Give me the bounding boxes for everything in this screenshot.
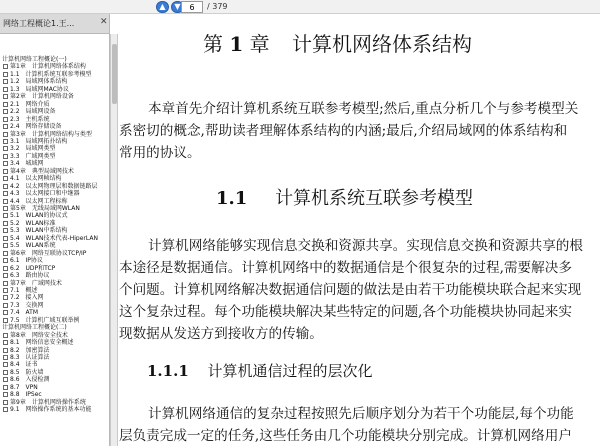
section-line: 现数据从发送方到接收方的传输。 <box>119 326 323 342</box>
bookmark-icon[interactable] <box>3 228 8 233</box>
outline-item[interactable] <box>3 235 98 242</box>
outline-item-label: 第1章 计算机网络体系结构 <box>10 63 86 71</box>
outline-item-label: 第4章 典型局域网技术 <box>10 167 74 175</box>
outline-item-label: 3.2 局域网类型 <box>10 145 56 153</box>
outline-item[interactable] <box>3 354 50 361</box>
outline-item[interactable] <box>3 280 62 287</box>
outline-item-label: 第2章 计算机网络设备 <box>10 93 74 101</box>
subsection-number: 1.1.1 <box>147 362 189 380</box>
outline-item-label: 第8章 网络安全技术 <box>10 331 68 339</box>
bookmark-icon[interactable] <box>3 102 8 107</box>
outline-item-label: 第5章 无线局域网WLAN <box>10 205 80 212</box>
outline-item[interactable] <box>3 93 74 100</box>
outline-item-label: 6.3 路由协议 <box>10 272 50 280</box>
bookmark-icon[interactable] <box>3 154 8 159</box>
bookmark-icon[interactable] <box>3 236 8 241</box>
outline-item[interactable] <box>3 116 50 123</box>
subsection-title: 计算机通信过程的层次化 <box>207 362 373 380</box>
expand-icon[interactable] <box>3 64 8 69</box>
outline-item[interactable] <box>3 399 86 406</box>
bookmark-icon[interactable] <box>3 370 8 375</box>
outline-item[interactable] <box>3 175 62 182</box>
bookmark-icon[interactable] <box>3 87 8 92</box>
chapter-prefix: 第 <box>203 32 223 56</box>
bookmark-icon[interactable] <box>3 72 8 77</box>
outline-item-label: 5.2 WLAN标准 <box>10 219 56 227</box>
outline-item[interactable] <box>3 86 69 93</box>
outline-item-label: 第3章 计算机网络结构与类型 <box>10 130 92 138</box>
outline-item-label: 2.2 局域网设备 <box>10 108 56 116</box>
subsection-heading <box>147 360 373 382</box>
section-heading <box>216 186 473 212</box>
outline-item-label: 2.3 主机系统 <box>10 115 50 123</box>
bookmark-icon[interactable] <box>3 266 8 271</box>
outline-item[interactable] <box>3 384 38 391</box>
outline-item[interactable] <box>3 347 50 354</box>
outline-item[interactable] <box>3 131 92 138</box>
close-icon[interactable]: ✕ <box>100 17 108 27</box>
section-number: 1.1 <box>216 188 248 209</box>
outline-item[interactable] <box>3 198 68 205</box>
outline-item-label: 8.4 证书 <box>10 361 38 369</box>
subsection-line: 层负责完成一定的任务,这些任务由几个功能模块分别完成。计算机网络用户 <box>119 428 572 444</box>
bookmark-icon[interactable] <box>3 273 8 278</box>
bookmark-icon[interactable] <box>3 348 8 353</box>
bookmark-icon[interactable] <box>3 109 8 114</box>
chapter-name: 计算机网络体系结构 <box>292 32 472 56</box>
subsection-line: 计算机网络通信的复杂过程按照先后顺序划分为若干个功能层,每个功能 <box>148 406 574 422</box>
panel-tab-title: 网络工程概论1.王... <box>3 19 75 28</box>
intro-line: 本章首先介绍计算机系统互联参考模型;然后,重点分析几个与参考模型关 <box>148 101 579 117</box>
chapter-suffix: 章 <box>249 32 270 56</box>
outline-item-label: 计算机网络工程概论(一) <box>2 56 67 63</box>
bookmark-icon[interactable] <box>3 407 8 412</box>
bookmark-icon[interactable] <box>3 146 8 151</box>
bookmark-icon[interactable] <box>3 191 8 196</box>
outline-item-label: 第9章 计算机网络操作系统 <box>10 398 86 406</box>
outline-item-label: 8.1 网络信息安全概述 <box>10 339 74 347</box>
section-line: 个问题。计算机网络解决数据通信问题的做法是由若干功能模块联合起来实现 <box>119 282 582 298</box>
outline-item[interactable] <box>3 101 50 108</box>
outline-item[interactable] <box>3 309 38 316</box>
outline-item-label: 6.2 UDP和TCP <box>10 264 56 272</box>
expand-icon[interactable] <box>3 333 8 338</box>
outline-item[interactable] <box>3 391 42 398</box>
outline-item[interactable] <box>3 168 74 175</box>
outline-item[interactable] <box>3 108 56 115</box>
bookmark-panel-tab[interactable] <box>0 14 110 34</box>
section-line: 这个复杂过程。每个功能模块解决某些特定的问题,各个功能模块协同起来实 <box>119 304 572 320</box>
section-line: 计算机网络能够实现信息交换和资源共享。实现信息交换和资源共享的根 <box>148 238 583 254</box>
outline-item[interactable] <box>3 369 44 376</box>
outline-item-label: 7.4 ATM <box>10 309 39 317</box>
bookmark-icon[interactable] <box>3 303 8 308</box>
outline-item-label: 4.3 以太网接口和中继器 <box>10 190 80 198</box>
outline-item[interactable] <box>3 317 80 324</box>
outline-item[interactable] <box>3 71 92 78</box>
outline-item[interactable] <box>3 138 68 145</box>
outline-item-label: 8.2 加密算法 <box>10 346 50 354</box>
bookmark-icon[interactable] <box>3 392 8 397</box>
document-page <box>119 14 600 446</box>
outline-item[interactable] <box>3 242 56 249</box>
outline-item-label: 8.8 IPSec <box>10 391 42 399</box>
outline-item-label: 7.1 概述 <box>10 286 38 294</box>
outline-item[interactable] <box>3 220 56 227</box>
outline-item-label: 8.5 防火墙 <box>10 368 44 376</box>
outline-item-label: 8.7 VPN <box>10 383 38 391</box>
expand-icon[interactable] <box>3 400 8 405</box>
bookmark-icon[interactable] <box>3 310 8 315</box>
bookmark-outline <box>0 34 110 446</box>
scrollbar-thumb[interactable] <box>112 44 117 104</box>
expand-icon[interactable] <box>3 94 8 99</box>
bookmark-icon[interactable] <box>3 221 8 226</box>
arrow-up-icon: ▲ <box>159 2 166 11</box>
expand-icon[interactable] <box>3 281 8 286</box>
bookmark-icon[interactable] <box>3 377 8 382</box>
outline-item-label: 计算机网络工程概论(二) <box>2 324 67 332</box>
outline-item-label: 4.4 以太网工程标称 <box>10 197 68 205</box>
outline-item[interactable] <box>3 250 86 257</box>
outline-item-label: 6.1 IP协议 <box>10 257 43 265</box>
outline-item[interactable] <box>2 56 67 63</box>
bookmark-icon[interactable] <box>3 340 8 345</box>
bookmark-icon[interactable] <box>3 184 8 189</box>
outline-item[interactable] <box>3 294 44 301</box>
bookmark-icon[interactable] <box>3 176 8 181</box>
outline-item-label: 4.1 以太网帧结构 <box>10 175 62 183</box>
outline-item-label: 1.3 局域网MAC协议 <box>10 85 69 93</box>
previous-page-button[interactable] <box>156 1 169 13</box>
section-title: 计算机系统互联参考模型 <box>275 188 474 209</box>
bookmark-icon[interactable] <box>3 258 8 263</box>
outline-item-label: 3.3 广域网类型 <box>10 152 56 160</box>
outline-item-label: 第6章 网络互联协议TCP/IP <box>10 249 87 257</box>
outline-item-label: 2.4 网络存储设备 <box>10 123 62 131</box>
outline-item-label: 2.1 网络介质 <box>10 100 50 108</box>
intro-line: 系密切的概念,帮助读者理解体系结构的内涵;最后,介绍局域网的体系结构和 <box>119 123 568 139</box>
outline-item[interactable] <box>3 145 56 152</box>
expand-icon[interactable] <box>3 206 8 211</box>
outline-item-label: 8.3 认证算法 <box>10 354 50 361</box>
outline-item[interactable] <box>3 302 44 309</box>
expand-icon[interactable] <box>3 169 8 174</box>
expand-icon[interactable] <box>3 132 8 137</box>
outline-item[interactable] <box>3 227 68 234</box>
bookmark-icon[interactable] <box>3 161 8 166</box>
outline-item[interactable] <box>3 212 68 219</box>
outline-item-label: 5.3 WLAN中系结构 <box>10 227 68 235</box>
section-line: 本途径是数据通信。计算机网络中的数据通信是个很复杂的过程,需要解决多 <box>119 260 572 276</box>
outline-item[interactable] <box>3 153 56 160</box>
outline-item[interactable] <box>3 190 80 197</box>
bookmark-icon[interactable] <box>3 199 8 204</box>
bookmark-icon[interactable] <box>3 124 8 129</box>
chapter-number: 1 <box>229 32 244 56</box>
page-count: / 379 <box>207 2 228 11</box>
bookmark-icon[interactable] <box>3 213 8 218</box>
bookmark-icon[interactable] <box>3 243 8 248</box>
chapter-title <box>203 30 472 58</box>
outline-item-label: 第7章 广域网技术 <box>10 279 62 287</box>
outline-item-label: 7.3 交换网 <box>10 301 44 309</box>
outline-item[interactable] <box>3 205 80 212</box>
outline-item[interactable] <box>3 257 43 264</box>
page-number-input[interactable] <box>181 1 203 13</box>
outline-item[interactable] <box>3 63 86 70</box>
outline-item[interactable] <box>3 123 62 130</box>
outline-item-label: 5.1 WLAN的协议式 <box>10 212 68 220</box>
outline-item[interactable] <box>3 339 74 346</box>
toolbar <box>0 0 600 14</box>
outline-item[interactable] <box>3 361 38 368</box>
bookmark-icon[interactable] <box>3 288 8 293</box>
bookmark-icon[interactable] <box>3 318 8 323</box>
outline-item[interactable] <box>3 406 92 413</box>
outline-item[interactable] <box>3 287 38 294</box>
bookmark-icon[interactable] <box>3 355 8 360</box>
expand-icon[interactable] <box>3 251 8 256</box>
arrow-down-icon: ▼ <box>174 2 181 11</box>
outline-item[interactable] <box>3 265 55 272</box>
bookmark-icon[interactable] <box>3 139 8 144</box>
outline-item-label: 1.1 计算机系统互联参考模型 <box>10 70 92 78</box>
bookmark-icon[interactable] <box>3 117 8 122</box>
bookmark-icon[interactable] <box>3 79 8 84</box>
outline-item[interactable] <box>3 183 98 190</box>
outline-item-label: 7.5 计算机广域互联举例 <box>10 316 80 324</box>
outline-item[interactable] <box>2 324 67 331</box>
outline-item-label: 5.4 WLAN技术代表-HiperLAN <box>10 234 98 242</box>
outline-item[interactable] <box>3 78 68 85</box>
outline-item[interactable] <box>3 160 44 167</box>
outline-item-label: 7.2 接入网 <box>10 294 44 302</box>
bookmark-icon[interactable] <box>3 295 8 300</box>
outline-item-label: 1.2 局域网体系结构 <box>10 78 68 86</box>
outline-item-label: 3.4 城域网 <box>10 160 44 168</box>
outline-item-label: 5.5 WLAN系统 <box>10 242 56 250</box>
intro-line: 常用的协议。 <box>119 145 201 161</box>
outline-item-label: 8.6 入侵检测 <box>10 376 50 384</box>
outline-item-label: 3.1 局域网拓扑结构 <box>10 137 68 145</box>
bookmark-icon[interactable] <box>3 362 8 367</box>
outline-item-label: 4.2 以太网物理层和数据链路层 <box>10 182 98 190</box>
outline-item[interactable] <box>3 376 50 383</box>
outline-scrollbar[interactable] <box>110 34 118 446</box>
outline-item-label: 9.1 网络操作系统的基本功能 <box>10 406 92 414</box>
bookmark-icon[interactable] <box>3 385 8 390</box>
outline-item[interactable] <box>3 272 50 279</box>
outline-item[interactable] <box>3 332 68 339</box>
